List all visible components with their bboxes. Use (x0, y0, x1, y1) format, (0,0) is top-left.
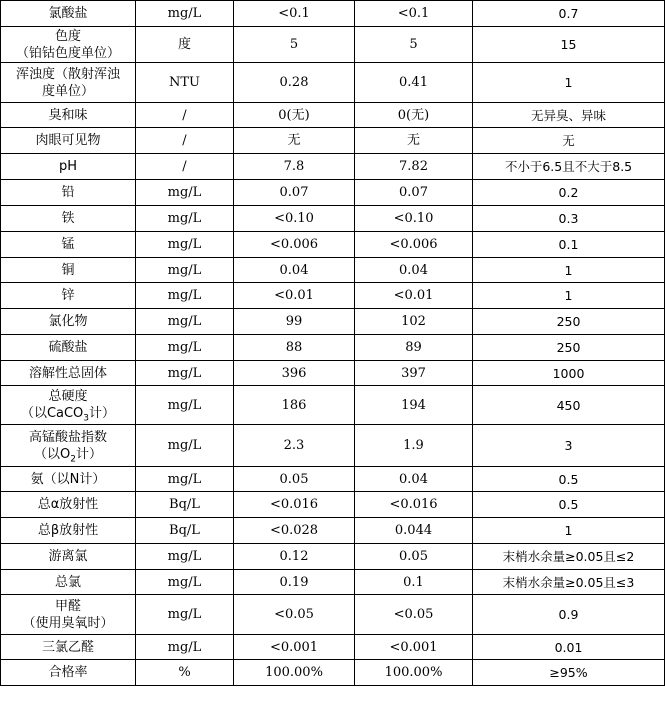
indicator-name-part: 计） (75, 446, 102, 462)
unit-cell: mg/L (136, 309, 234, 335)
indicator-name-cell (1, 232, 136, 258)
unit-cell: mg/L (136, 283, 234, 309)
standard-limit-cell: 末梢水余量≥0.05且≤3 (473, 570, 665, 595)
unit-cell: mg/L (136, 335, 234, 361)
value-2-cell: <0.1 (355, 1, 473, 27)
value-2-cell: <0.10 (355, 206, 473, 232)
standard-limit-cell: 250 (473, 309, 665, 335)
indicator-name-line: 氯化物 (48, 314, 88, 329)
table-row (1, 335, 665, 361)
indicator-name-cell (1, 467, 136, 492)
table-row (1, 309, 665, 335)
indicator-name-line: 肉眼可见物 (35, 133, 101, 148)
standard-limit-cell: 末梢水余量≥0.05且≤2 (473, 544, 665, 570)
value-2-cell: 5 (355, 27, 473, 63)
value-2-cell: 0.04 (355, 467, 473, 492)
table-row (1, 128, 665, 154)
value-2-cell: 0(无) (355, 103, 473, 128)
value-2-cell: 194 (355, 386, 473, 425)
indicator-name-cell (1, 544, 136, 570)
indicator-name-cell (1, 660, 136, 686)
value-1-cell: 0.12 (234, 544, 355, 570)
value-2-cell: <0.01 (355, 283, 473, 309)
unit-cell: mg/L (136, 425, 234, 467)
table-row (1, 492, 665, 518)
value-1-cell: 2.3 (234, 425, 355, 467)
value-2-cell: 0.07 (355, 180, 473, 206)
subscript: 3 (83, 413, 90, 424)
value-2-cell: 0.04 (355, 258, 473, 283)
unit-cell: mg/L (136, 570, 234, 595)
indicator-name-line: （铂钴色度单位） (15, 45, 120, 61)
standard-limit-cell: 0.7 (473, 1, 665, 27)
table-row (1, 660, 665, 686)
value-2-cell: 397 (355, 361, 473, 386)
indicator-name-line: 游离氯 (48, 549, 88, 564)
indicator-name-cell (1, 570, 136, 595)
indicator-name-cell (1, 27, 136, 63)
standard-limit-cell: 0.9 (473, 595, 665, 635)
value-2-cell: 0.05 (355, 544, 473, 570)
table-row (1, 544, 665, 570)
unit-cell: mg/L (136, 232, 234, 258)
indicator-name-cell (1, 492, 136, 518)
unit-cell: 度 (136, 27, 234, 63)
standard-limit-cell: 无异臭、异味 (473, 103, 665, 128)
indicator-name-line: 臭和味 (48, 107, 88, 123)
indicator-name-line: pH (58, 159, 78, 174)
value-1-cell: <0.001 (234, 635, 355, 660)
standard-limit-cell: 3 (473, 425, 665, 467)
value-2-cell: <0.006 (355, 232, 473, 258)
indicator-name-cell (1, 180, 136, 206)
table-row (1, 467, 665, 492)
indicator-name-line: 浑浊度（散射浑浊 (15, 66, 120, 82)
indicator-name-cell (1, 128, 136, 154)
value-1-cell: <0.006 (234, 232, 355, 258)
standard-limit-cell: ≥95% (473, 660, 665, 686)
unit-cell: mg/L (136, 180, 234, 206)
value-1-cell: 7.8 (234, 154, 355, 180)
value-2-cell: <0.001 (355, 635, 473, 660)
unit-cell: mg/L (136, 1, 234, 27)
standard-limit-cell: 0.5 (473, 467, 665, 492)
indicator-name-line: 铅 (61, 185, 75, 200)
indicator-name-line: 氯酸盐 (48, 6, 88, 21)
indicator-name-cell (1, 635, 136, 660)
standard-limit-cell: 1000 (473, 361, 665, 386)
value-1-cell: 无 (234, 128, 355, 154)
indicator-name-line: 合格率 (48, 665, 88, 680)
table-row (1, 361, 665, 386)
value-1-cell: 5 (234, 27, 355, 63)
standard-limit-cell: 0.01 (473, 635, 665, 660)
value-2-cell: 89 (355, 335, 473, 361)
value-2-cell: 0.1 (355, 570, 473, 595)
indicator-name-cell (1, 154, 136, 180)
indicator-name-cell (1, 206, 136, 232)
value-2-cell: 102 (355, 309, 473, 335)
table-row (1, 180, 665, 206)
indicator-name-line: 总β放射性 (37, 523, 99, 538)
standard-limit-cell: 450 (473, 386, 665, 425)
value-2-cell: 7.82 (355, 154, 473, 180)
indicator-name-line: 总氯 (54, 574, 81, 590)
unit-cell: mg/L (136, 635, 234, 660)
standard-limit-cell: 1 (473, 258, 665, 283)
indicator-name-line: 甲醛 (54, 598, 81, 614)
indicator-name-line (3, 446, 133, 463)
indicator-name-cell (1, 518, 136, 544)
standard-limit-cell: 1 (473, 283, 665, 309)
table-row (1, 1, 665, 27)
table-row (1, 283, 665, 309)
value-1-cell: <0.028 (234, 518, 355, 544)
standard-limit-cell: 1 (473, 63, 665, 103)
indicator-name-part: （以CaCO (20, 406, 84, 421)
indicator-name-cell (1, 258, 136, 283)
indicator-name-cell (1, 425, 136, 467)
indicator-name-line: 色度 (54, 28, 81, 44)
standard-limit-cell: 无 (473, 128, 665, 154)
value-1-cell: 0.28 (234, 63, 355, 103)
indicator-name-line (3, 405, 133, 422)
table-row (1, 570, 665, 595)
unit-cell: mg/L (136, 361, 234, 386)
value-2-cell: <0.016 (355, 492, 473, 518)
indicator-name-line: 氨（以N计） (30, 471, 106, 487)
indicator-name-line: 锰 (61, 237, 75, 252)
value-1-cell: 396 (234, 361, 355, 386)
unit-cell: mg/L (136, 595, 234, 635)
value-2-cell: <0.05 (355, 595, 473, 635)
unit-cell: mg/L (136, 206, 234, 232)
indicator-name-line: 高锰酸盐指数 (28, 429, 107, 445)
table-row (1, 232, 665, 258)
value-2-cell: 无 (355, 128, 473, 154)
indicator-name-cell (1, 335, 136, 361)
indicator-name-line: 锌 (61, 288, 75, 303)
table-row (1, 206, 665, 232)
table-row (1, 63, 665, 103)
unit-cell: NTU (136, 63, 234, 103)
table-row (1, 595, 665, 635)
indicator-name-cell (1, 309, 136, 335)
indicator-name-cell (1, 595, 136, 635)
standard-limit-cell: 250 (473, 335, 665, 361)
indicator-name-line: 总硬度 (48, 389, 88, 404)
indicator-name-cell (1, 1, 136, 27)
table-row (1, 27, 665, 63)
standard-limit-cell: 不小于6.5且不大于8.5 (473, 154, 665, 180)
indicator-name-line: 铜 (61, 262, 75, 278)
indicator-name-cell (1, 361, 136, 386)
value-2-cell: 0.044 (355, 518, 473, 544)
value-1-cell: 99 (234, 309, 355, 335)
indicator-name-line: 三氯乙醛 (41, 639, 94, 655)
indicator-name-cell (1, 63, 136, 103)
table-row (1, 635, 665, 660)
unit-cell: mg/L (136, 258, 234, 283)
value-2-cell: 0.41 (355, 63, 473, 103)
indicator-name-cell (1, 386, 136, 425)
table-row (1, 386, 665, 425)
table-body (1, 1, 665, 686)
subscript: 2 (70, 454, 76, 465)
indicator-name-cell (1, 103, 136, 128)
value-1-cell: 0.07 (234, 180, 355, 206)
standard-limit-cell: 15 (473, 27, 665, 63)
indicator-name-line: 度单位） (41, 83, 94, 99)
standard-limit-cell: 0.2 (473, 180, 665, 206)
value-1-cell: 100.00% (234, 660, 355, 686)
table-row (1, 518, 665, 544)
value-1-cell: <0.01 (234, 283, 355, 309)
value-1-cell: 0.04 (234, 258, 355, 283)
unit-cell: Bq/L (136, 492, 234, 518)
standard-limit-cell: 0.1 (473, 232, 665, 258)
indicator-name-line: 铁 (61, 211, 75, 226)
value-1-cell: <0.1 (234, 1, 355, 27)
value-1-cell: 0.19 (234, 570, 355, 595)
value-1-cell: <0.016 (234, 492, 355, 518)
indicator-name-line: 溶解性总固体 (28, 365, 107, 381)
unit-cell: Bq/L (136, 518, 234, 544)
unit-cell: mg/L (136, 467, 234, 492)
table-row (1, 103, 665, 128)
standard-limit-cell: 0.3 (473, 206, 665, 232)
value-1-cell: 88 (234, 335, 355, 361)
standard-limit-cell: 1 (473, 518, 665, 544)
table-row (1, 258, 665, 283)
value-2-cell: 100.00% (355, 660, 473, 686)
value-1-cell: 0.05 (234, 467, 355, 492)
value-1-cell: 0(无) (234, 103, 355, 128)
unit-cell: / (136, 103, 234, 128)
value-1-cell: 186 (234, 386, 355, 425)
table-row (1, 154, 665, 180)
indicator-name-part: （以O (34, 446, 71, 462)
unit-cell: mg/L (136, 386, 234, 425)
indicator-name-cell (1, 283, 136, 309)
standard-limit-cell: 0.5 (473, 492, 665, 518)
value-2-cell: 1.9 (355, 425, 473, 467)
unit-cell: / (136, 128, 234, 154)
indicator-name-line: 硫酸盐 (48, 340, 88, 355)
value-1-cell: <0.10 (234, 206, 355, 232)
table-row (1, 425, 665, 467)
indicator-name-line: 总α放射性 (37, 497, 99, 512)
indicator-name-part: 计） (89, 406, 116, 421)
unit-cell: % (136, 660, 234, 686)
unit-cell: / (136, 154, 234, 180)
value-1-cell: <0.05 (234, 595, 355, 635)
indicator-name-line: （使用臭氧时） (22, 615, 114, 631)
unit-cell: mg/L (136, 544, 234, 570)
